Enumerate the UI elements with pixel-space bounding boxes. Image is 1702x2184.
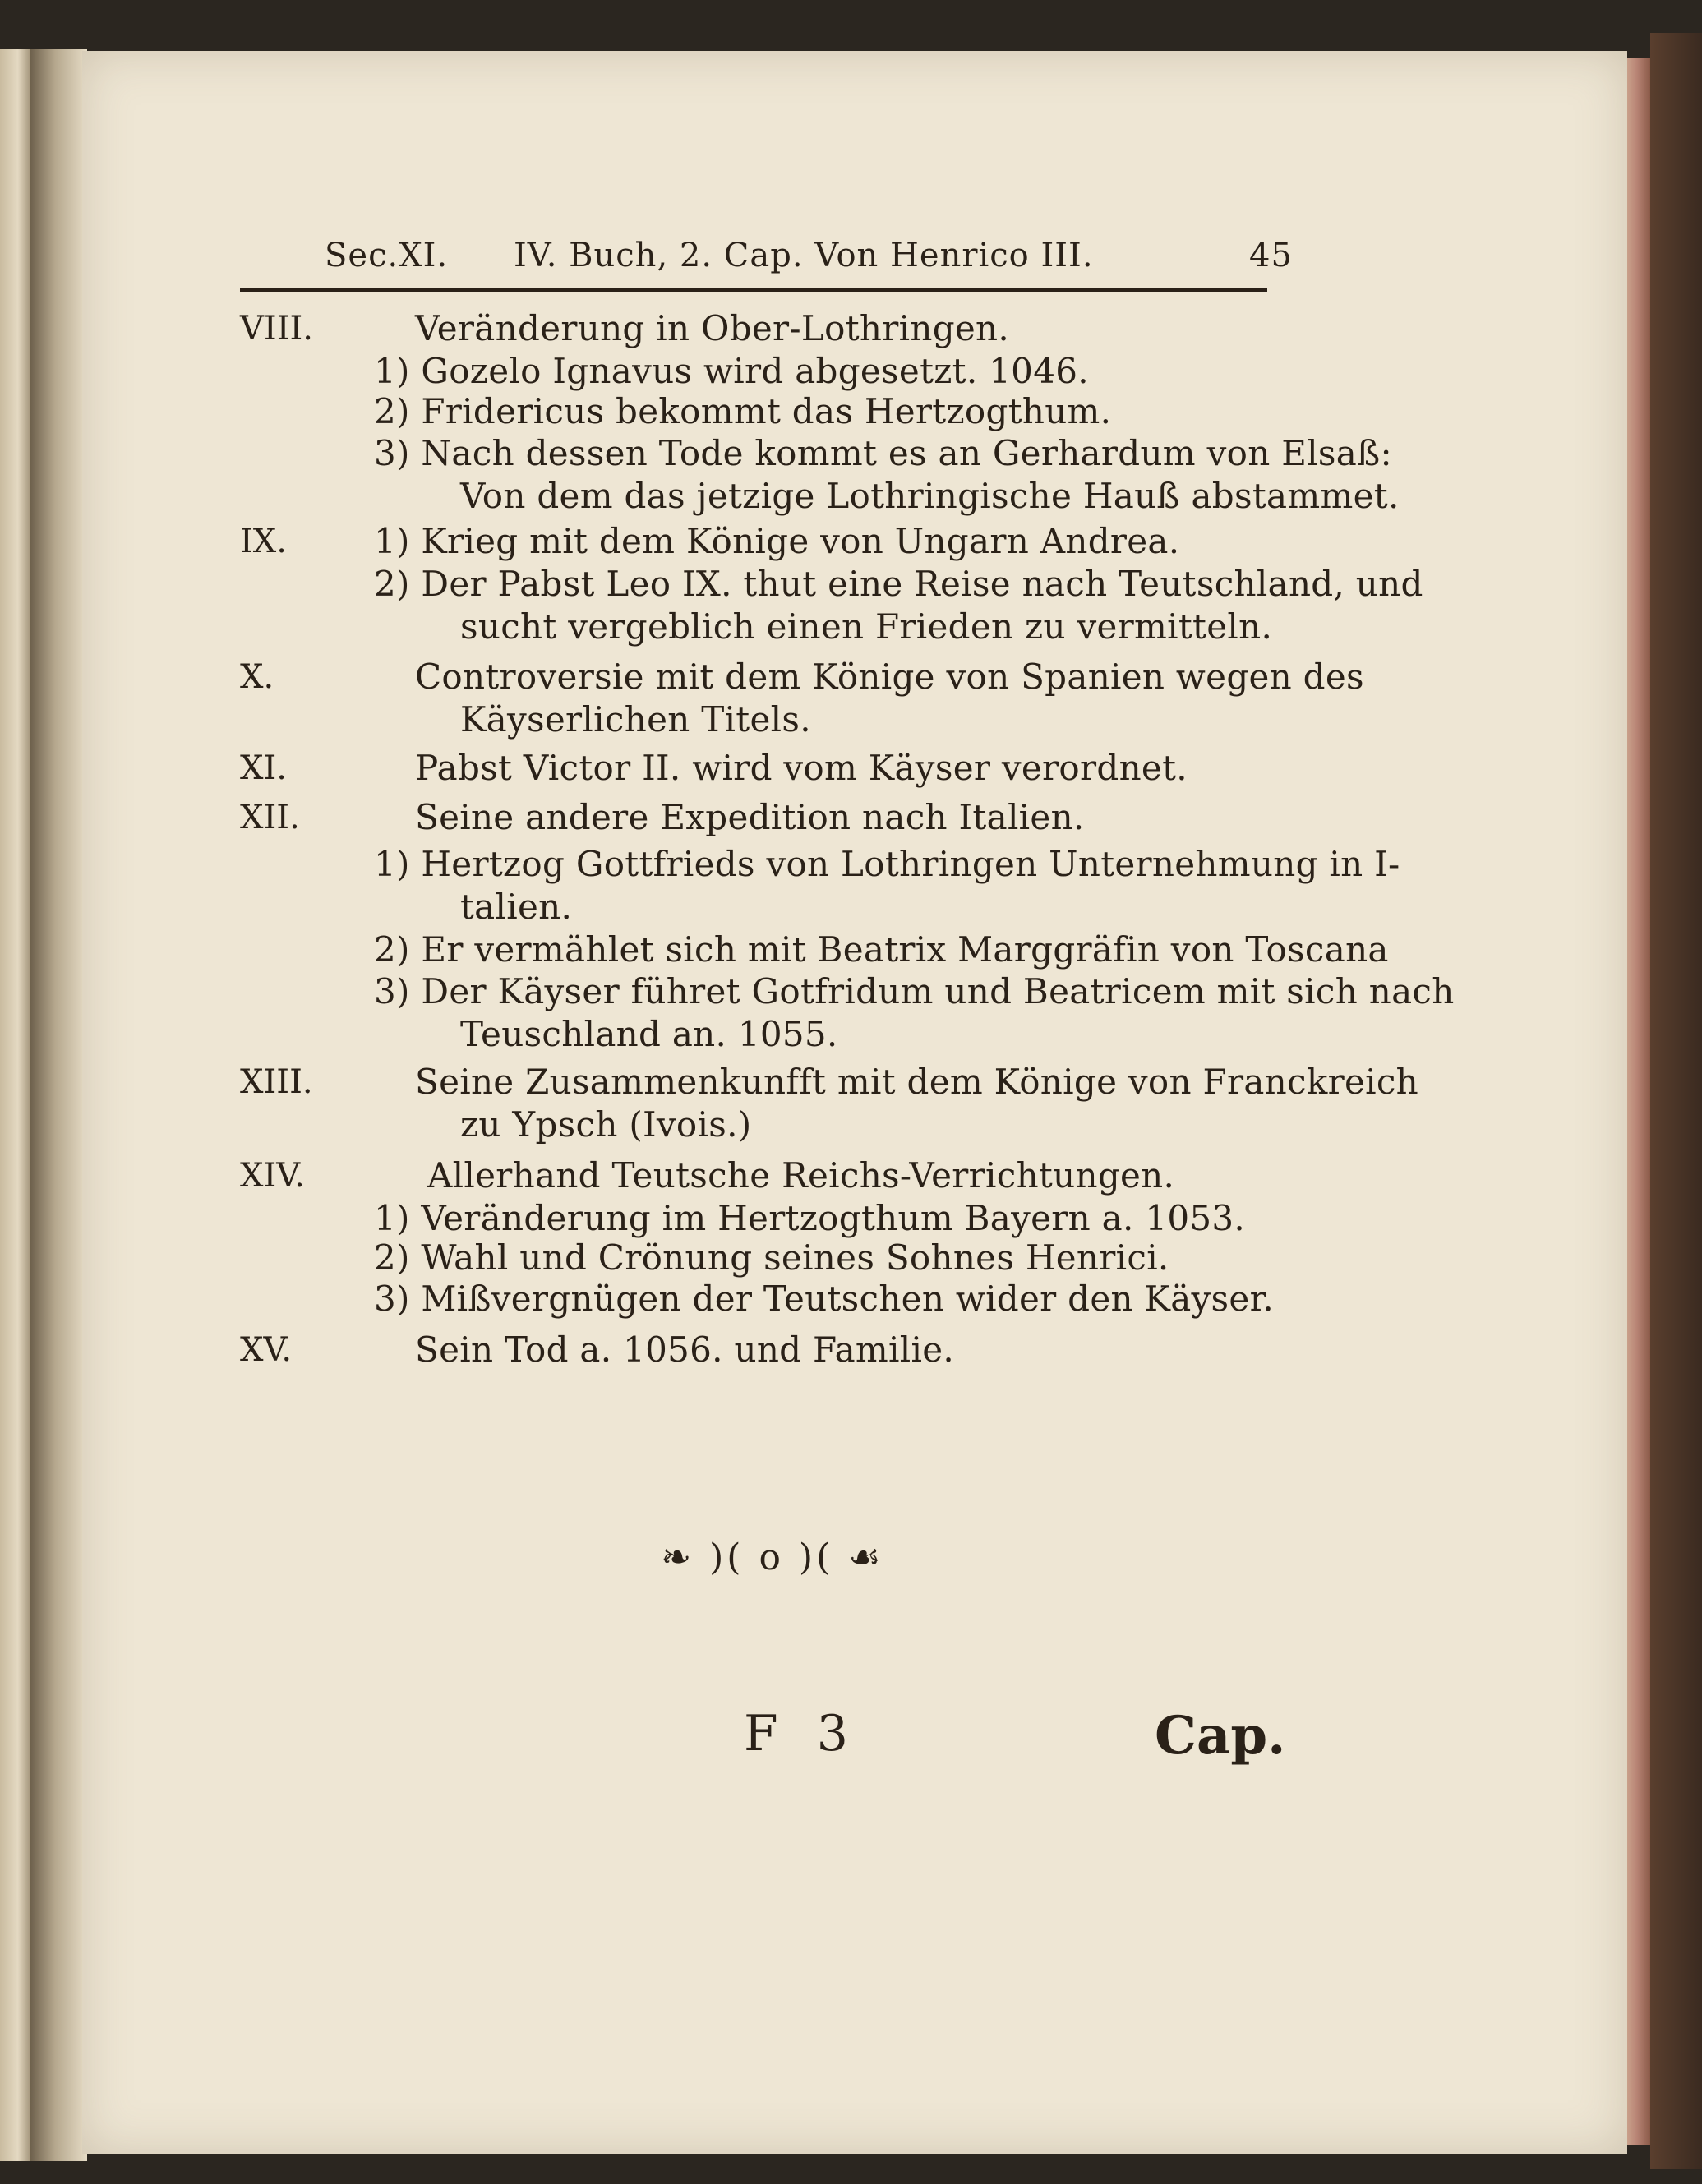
section-title: Pabst Victor II. wird vom Käyser verordnet. bbox=[415, 748, 1188, 788]
spine-shadow bbox=[30, 49, 87, 2161]
section-title: Sein Tod a. 1056. und Familie. bbox=[415, 1329, 955, 1370]
section-numeral: XIII. bbox=[240, 1063, 313, 1101]
section-numeral: VIII. bbox=[240, 310, 314, 348]
section-title: Seine andere Expedition nach Italien. bbox=[415, 797, 1085, 837]
list-item-continuation: sucht vergeblich einen Frieden zu vermitteln. bbox=[460, 606, 1273, 647]
list-item-continuation: talien. bbox=[460, 887, 573, 927]
catchword: Cap. bbox=[1155, 1705, 1286, 1767]
section-numeral: XI. bbox=[240, 749, 287, 787]
list-item: 3) Mißvergnügen der Teutschen wider den Käyser. bbox=[374, 1279, 1274, 1319]
section-title-continuation: zu Ypsch (Ivois.) bbox=[460, 1104, 752, 1145]
book-cover-edge bbox=[1650, 33, 1702, 2169]
section-title: Veränderung in Ober-Lothringen. bbox=[415, 308, 1010, 348]
list-item: 1) Veränderung im Hertzogthum Bayern a. 1053. bbox=[374, 1198, 1246, 1238]
section-numeral: XII. bbox=[240, 799, 300, 836]
page-number: 45 bbox=[1249, 237, 1293, 274]
list-item: 1) Krieg mit dem Könige von Ungarn Andrea. bbox=[374, 521, 1180, 561]
list-item: 2) Der Pabst Leo IX. thut eine Reise nach Teutschland, und bbox=[374, 564, 1423, 604]
head-rule bbox=[240, 288, 1267, 292]
running-head-section: Sec.XI. bbox=[325, 237, 449, 274]
list-item-continuation: Teuschland an. 1055. bbox=[460, 1014, 838, 1054]
list-item: 2) Er vermählet sich mit Beatrix Marggräfin von Toscana bbox=[374, 929, 1389, 970]
section-title: Seine Zusammenkunfft mit dem Könige von Franckreich bbox=[415, 1062, 1419, 1102]
section-numeral: XIV. bbox=[240, 1157, 305, 1195]
printer-ornament: ❧ )( o )( ☙ bbox=[661, 1537, 884, 1578]
section-title: Allerhand Teutsche Reichs-Verrichtungen. bbox=[427, 1155, 1175, 1196]
page-edges bbox=[1627, 58, 1650, 2145]
section-numeral: IX. bbox=[240, 523, 287, 560]
list-item: 2) Wahl und Crönung seines Sohnes Henrici. bbox=[374, 1237, 1169, 1278]
section-numeral: XV. bbox=[240, 1331, 293, 1369]
list-item: 3) Der Käyser führet Gotfridum und Beatricem mit sich nach bbox=[374, 971, 1455, 1011]
section-title-continuation: Käyserlichen Titels. bbox=[460, 699, 811, 740]
list-item: 1) Gozelo Ignavus wird abgesetzt. 1046. bbox=[374, 351, 1089, 391]
signature-mark: F 3 bbox=[744, 1705, 860, 1762]
left-page-edge bbox=[0, 49, 30, 2161]
list-item: 1) Hertzog Gottfrieds von Lothringen Unternehmung in I- bbox=[374, 844, 1400, 884]
list-item-continuation: Von dem das jetzige Lothringische Hauß abstammet. bbox=[460, 476, 1400, 516]
section-numeral: X. bbox=[240, 658, 274, 696]
list-item: 3) Nach dessen Tode kommt es an Gerhardum von Elsaß: bbox=[374, 433, 1392, 473]
running-head-chapter: IV. Buch, 2. Cap. Von Henrico III. bbox=[514, 237, 1094, 274]
section-title: Controversie mit dem Könige von Spanien wegen des bbox=[415, 657, 1364, 697]
list-item: 2) Fridericus bekommt das Hertzogthum. bbox=[374, 391, 1112, 431]
